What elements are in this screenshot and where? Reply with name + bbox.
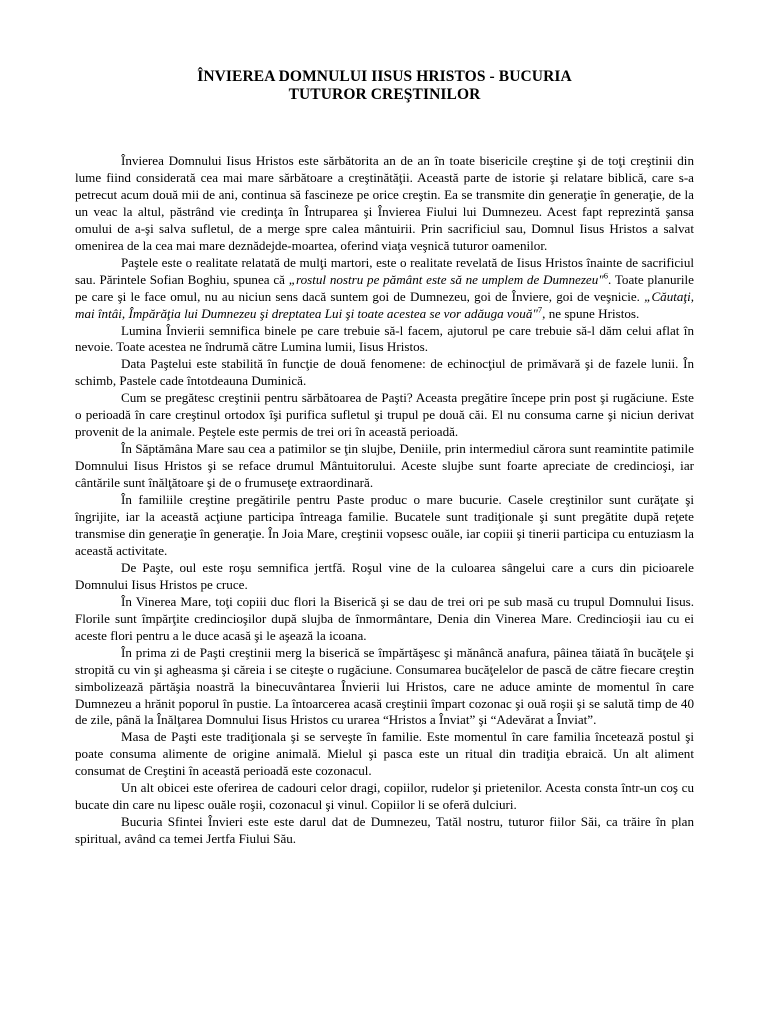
- paragraph-5: Cum se pregătesc creştinii pentru sărbătoarea de Paşti? Aceasta pregătire începe prin post şi rugăciune. Este o perioadă în care creştinul ortodox îşi purifica sufletul şi trupul pe două căi. El nu consuma carne şi niciun derivat provenit de la animale. Peştele este permis de trei ori în această perioadă.: [75, 390, 694, 440]
- paragraph-11: Masa de Paşti este tradiţionala şi se serveşte în familie. Este momentul în care familia încetează postul şi poate consuma alimente de origine animală. Mielul şi pasca este un ritual din tradiţia ebraică. Un alt aliment consumat de Creştini în această perioadă este cozonacul.: [75, 729, 694, 779]
- paragraph-8: De Paşte, oul este roşu semnifica jertfă. Roşul vine de la culoarea sângelui care a curs din picioarele Domnului Iisus Hristos pe cruce.: [75, 559, 694, 592]
- paragraph-3: Lumina Învierii semnifica binele pe care trebuie să-l facem, ajutorul pe care trebuie să-l dăm celui aflat în nevoie. Toate acestea ne îndrumă către Lumina lumii, Iisus Hristos.: [75, 322, 694, 355]
- page-title: [75, 68, 694, 104]
- quote-hristos: „Căutaţi, mai întâi, Împărăţia lui Dumnezeu şi dreptatea Lui şi toate acestea se vor adăuga vouă": [75, 288, 694, 321]
- paragraph-10: În prima zi de Paşti creştinii merg la biserică se împărtăşesc şi mănâncă anafura, pâinea tăiată în bucăţele şi stropită cu vin şi agheasma şi căreia i se citeşte o rugăciune. Consumarea bucăţelelor de pască de către fiecare creştin simbolizează părtăşia noastră la binecuvântarea Învierii lui Hristos, care ne aduce aminte de momentul în care Dumnezeu a hrănit poporul în pustie. La întoarcerea acasă creştinii împart cozonac şi ouă roşii şi se salută timp de 40 de zile, până la Înălţarea Domnului Iisus Hristos cu urarea “Hristos a Înviat” şi “Adevărat a Înviat”.: [75, 644, 694, 728]
- article-body: [75, 153, 694, 848]
- paragraph-7: În familiile creştine pregătirile pentru Paste produc o mare bucurie. Casele creştinilor sunt curăţate şi îngrijite, iar la această acţiune participa întreaga familie. Bucatele sunt tradiţionale şi sunt pregătite după reţete transmise din generaţie în generaţie. În Joia Mare, creştinii vopsesc ouăle, iar copiii şi tinerii participa cu entuziasm la această activitate.: [75, 492, 694, 558]
- paragraph-2: [75, 255, 694, 323]
- paragraph-2-text-c: , ne spune Hristos.: [542, 305, 640, 321]
- paragraph-1: Învierea Domnului Iisus Hristos este sărbătorita an de an în toate bisericile creştine şi de toţi creştinii din lume fiind considerată cea mai mare sărbătoare a creştinătăţii. Această parte de istorie şi relatare biblică, care s-a petrecut acum două mii de ani, continua să fascineze pe orice creştin. Ea se transmite din generaţie în generaţie, de la un veac la altul, păstrând vie credinţa în Întruparea şi Învierea Fiului lui Dumnezeu. Acest fapt reprezintă şansa omului de a-şi salva sufletul, de a merge spre calea mântuirii. Prin sacrificiul sau, Domnul Iisus Hristos a salvat omenirea de la cea mai mare deznădejde-moartea, oferind viaţa veşnică tuturor oamenilor.: [75, 153, 694, 253]
- paragraph-4: Data Paştelui este stabilită în funcţie de două fenomene: de echinocţiul de primăvară şi de fazele lunii. În schimb, Pastele cade întotdeauna Duminică.: [75, 356, 694, 389]
- title-line-1: ÎNVIEREA DOMNULUI IISUS HRISTOS - BUCURIA: [197, 68, 572, 85]
- paragraph-2-text-a: Paştele este o realitate relatată de mulţi martori, este o realitate revelată de Iisus Hristos înainte de sacrificiul sau. Părintele Sofian Boghiu, spunea că: [75, 254, 694, 287]
- title-line-2: TUTUROR CREŞTINILOR: [288, 86, 481, 103]
- paragraph-9: În Vinerea Mare, toţi copiii duc flori la Biserică şi se dau de trei ori pe sub masă cu trupul Domnului Iisus. Florile sunt împărţite credincioşilor după slujba de înmormântare, Denia din Vinerea Mare. Credincioşii iau cu ei aceste flori pentru a le duce acasă şi le aşează la icoana.: [75, 593, 694, 643]
- quote-sofian-boghiu: „rostul nostru pe pământ este să ne umplem de Dumnezeu": [288, 271, 604, 287]
- footnote-6: 6: [603, 270, 609, 281]
- paragraph-13: Bucuria Sfintei Învieri este este darul dat de Dumnezeu, Tatăl nostru, tuturor fiilor Săi, ca trăire în plan spiritual, având ca temei Jertfa Fiului Său.: [75, 814, 694, 847]
- paragraph-2-text-b: . Toate planurile pe care şi le face omul, nu au niciun sens dacă suntem goi de Dumnezeu, goi de Înviere, goi de veşnicie.: [75, 271, 694, 304]
- paragraph-12: Un alt obicei este oferirea de cadouri celor dragi, copiilor, rudelor şi prietenilor. Acesta consta într-un coş cu bucate din care nu lipesc ouăle roşii, cozonacul şi vinul. Copiilor li se oferă dulciuri.: [75, 780, 694, 813]
- paragraph-6: În Săptămâna Mare sau cea a patimilor se ţin slujbe, Deniile, prin intermediul cărora sunt reamintite patimile Domnului Iisus Hristos şi se reface drumul Mântuitorului. Aceste slujbe sunt foarte apreciate de credincioşi, iar cântările sunt înălţătoare şi de o frumuseţe extraordinară.: [75, 441, 694, 491]
- footnote-7: 7: [537, 304, 543, 315]
